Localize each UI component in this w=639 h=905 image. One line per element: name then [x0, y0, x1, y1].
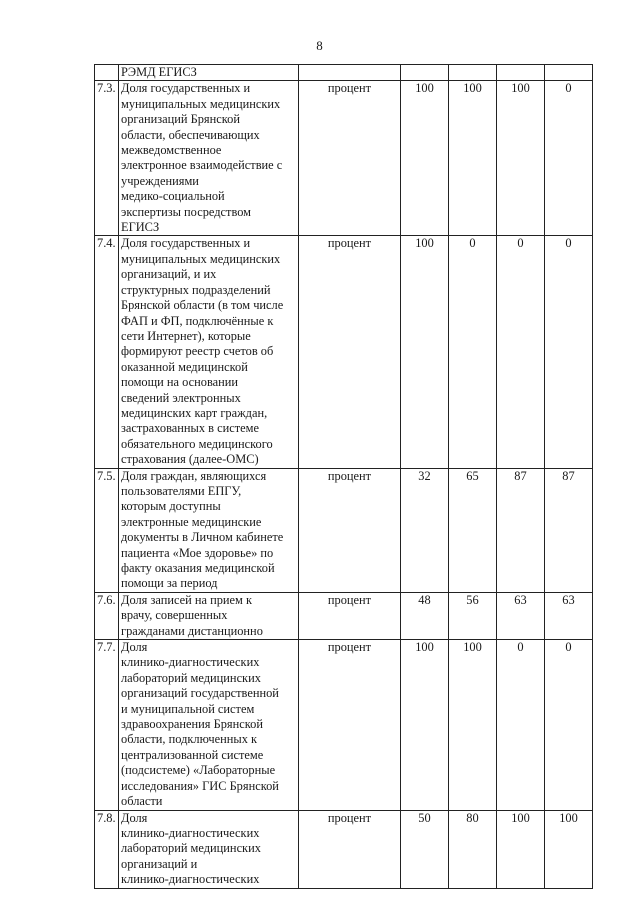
- indicator-name-line: муниципальных медицинских: [121, 251, 281, 266]
- indicator-name-line: централизованной системе: [121, 747, 264, 762]
- indicator-name-line: ЕГИСЗ: [121, 220, 160, 235]
- indicator-name: [119, 640, 299, 810]
- indicator-name-line: клинико-диагностических: [121, 655, 260, 670]
- indicator-name-line: электронное взаимодействие с: [121, 158, 283, 173]
- indicator-name-line: документы в Личном кабинете: [121, 530, 284, 545]
- unit-cell: процент: [299, 810, 401, 888]
- value-cell: 100: [401, 236, 449, 468]
- value-cell: 100: [449, 640, 497, 810]
- row-number: [95, 65, 119, 81]
- indicator-name-line: здравоохранения Брянской: [121, 717, 263, 732]
- indicator-name: [119, 81, 299, 236]
- indicator-name-line: области, обеспечивающих: [121, 127, 260, 142]
- indicator-name-line: сведений электронных: [121, 390, 241, 405]
- value-cell: [401, 65, 449, 81]
- indicator-name-line: организаций, и их: [121, 267, 217, 282]
- value-cell: 65: [449, 468, 497, 592]
- value-cell: 32: [401, 468, 449, 592]
- indicator-name-line: организаций и: [121, 856, 198, 871]
- indicator-name-line: исследования» ГИС Брянской: [121, 778, 279, 793]
- table-row: [95, 236, 593, 468]
- value-cell: 100: [449, 81, 497, 236]
- indicator-name: [119, 65, 299, 81]
- indicator-name-line: ФАП и ФП, подключённые к: [121, 313, 274, 328]
- value-cell: 0: [545, 236, 593, 468]
- indicator-name-line: врачу, совершенных: [121, 608, 228, 623]
- indicator-name-line: РЭМД ЕГИСЗ: [121, 65, 197, 79]
- value-cell: 63: [497, 592, 545, 639]
- unit-cell: процент: [299, 468, 401, 592]
- indicator-name: [119, 236, 299, 468]
- value-cell: [545, 65, 593, 81]
- unit-cell: процент: [299, 81, 401, 236]
- value-cell: [449, 65, 497, 81]
- table-row: [95, 640, 593, 810]
- value-cell: 100: [545, 810, 593, 888]
- indicator-name-line: организаций Брянской: [121, 112, 240, 127]
- indicators-table: [94, 64, 593, 889]
- indicator-name-line: формируют реестр счетов об: [121, 344, 274, 359]
- indicator-name-line: обязательного медицинского: [121, 436, 273, 451]
- row-number: 7.8.: [95, 810, 119, 888]
- indicator-name-line: Доля: [121, 640, 148, 655]
- indicator-name-line: сети Интернет), которые: [121, 328, 251, 343]
- row-number: 7.3.: [95, 81, 119, 236]
- indicator-name-line: медико-социальной: [121, 189, 225, 204]
- page-number: 8: [316, 38, 323, 53]
- table-body: [95, 65, 593, 889]
- value-cell: 0: [497, 236, 545, 468]
- indicator-name-line: (подсистеме) «Лабораторные: [121, 763, 276, 778]
- indicator-name-line: и муниципальной систем: [121, 701, 255, 716]
- value-cell: 100: [497, 810, 545, 888]
- indicator-name-line: области, подключенных к: [121, 732, 258, 747]
- row-number: 7.6.: [95, 592, 119, 639]
- indicator-name-line: учреждениями: [121, 173, 199, 188]
- indicator-name-line: структурных подразделений: [121, 282, 271, 297]
- indicator-name-line: Доля записей на прием к: [121, 592, 252, 607]
- value-cell: 0: [545, 81, 593, 236]
- indicator-name-line: лабораторий медицинских: [121, 841, 261, 856]
- value-cell: 0: [497, 640, 545, 810]
- indicator-name-line: Доля государственных и: [121, 81, 251, 96]
- indicator-name-line: оказанной медицинской: [121, 359, 248, 374]
- unit-cell: процент: [299, 236, 401, 468]
- indicator-name-line: пациента «Мое здоровье» по: [121, 545, 274, 560]
- value-cell: 48: [401, 592, 449, 639]
- indicator-name-line: помощи на основании: [121, 375, 239, 390]
- unit-cell: процент: [299, 640, 401, 810]
- value-cell: 56: [449, 592, 497, 639]
- unit-cell: процент: [299, 592, 401, 639]
- value-cell: 100: [401, 640, 449, 810]
- table-row: [95, 592, 593, 639]
- indicator-name-line: застрахованных в системе: [121, 421, 259, 436]
- row-number: 7.5.: [95, 468, 119, 592]
- indicator-name-line: клинико-диагностических: [121, 872, 260, 887]
- indicator-name-line: организаций государственной: [121, 686, 279, 701]
- row-number: 7.7.: [95, 640, 119, 810]
- value-cell: 87: [545, 468, 593, 592]
- indicator-name-line: помощи за период: [121, 576, 218, 591]
- indicator-name-line: межведомственное: [121, 143, 222, 158]
- indicator-name-line: медицинских карт граждан,: [121, 405, 268, 420]
- indicator-name-line: которым доступны: [121, 499, 221, 514]
- indicator-name-line: Доля государственных и: [121, 236, 251, 251]
- value-cell: 100: [497, 81, 545, 236]
- value-cell: 0: [449, 236, 497, 468]
- indicator-name-line: факту оказания медицинской: [121, 561, 275, 575]
- indicator-name: [119, 810, 299, 888]
- value-cell: 100: [401, 81, 449, 236]
- indicator-name-line: Доля граждан, являющихся: [121, 468, 267, 483]
- indicator-name-line: клинико-диагностических: [121, 825, 260, 840]
- table-row: [95, 468, 593, 592]
- indicator-name-line: страхования (далее-ОМС): [121, 452, 259, 467]
- value-cell: 50: [401, 810, 449, 888]
- value-cell: 0: [545, 640, 593, 810]
- table-row: [95, 81, 593, 236]
- value-cell: 87: [497, 468, 545, 592]
- indicator-name: [119, 592, 299, 639]
- indicator-name-line: пользователями ЕПГУ,: [121, 483, 242, 498]
- row-number: 7.4.: [95, 236, 119, 468]
- indicator-name-line: области: [121, 794, 163, 809]
- indicator-name-line: гражданами дистанционно: [121, 623, 263, 638]
- indicator-name-line: Брянской области (в том числе: [121, 298, 284, 313]
- indicator-name-line: Доля: [121, 810, 148, 825]
- indicator-name-line: муниципальных медицинских: [121, 96, 281, 111]
- unit-cell: [299, 65, 401, 81]
- value-cell: 63: [545, 592, 593, 639]
- indicator-name-line: электронные медицинские: [121, 514, 262, 529]
- table-row: [95, 65, 593, 81]
- value-cell: 80: [449, 810, 497, 888]
- indicator-name: [119, 468, 299, 592]
- indicator-name-line: лабораторий медицинских: [121, 670, 261, 685]
- table-row: [95, 810, 593, 888]
- value-cell: [497, 65, 545, 81]
- indicator-name-line: экспертизы посредством: [121, 204, 252, 219]
